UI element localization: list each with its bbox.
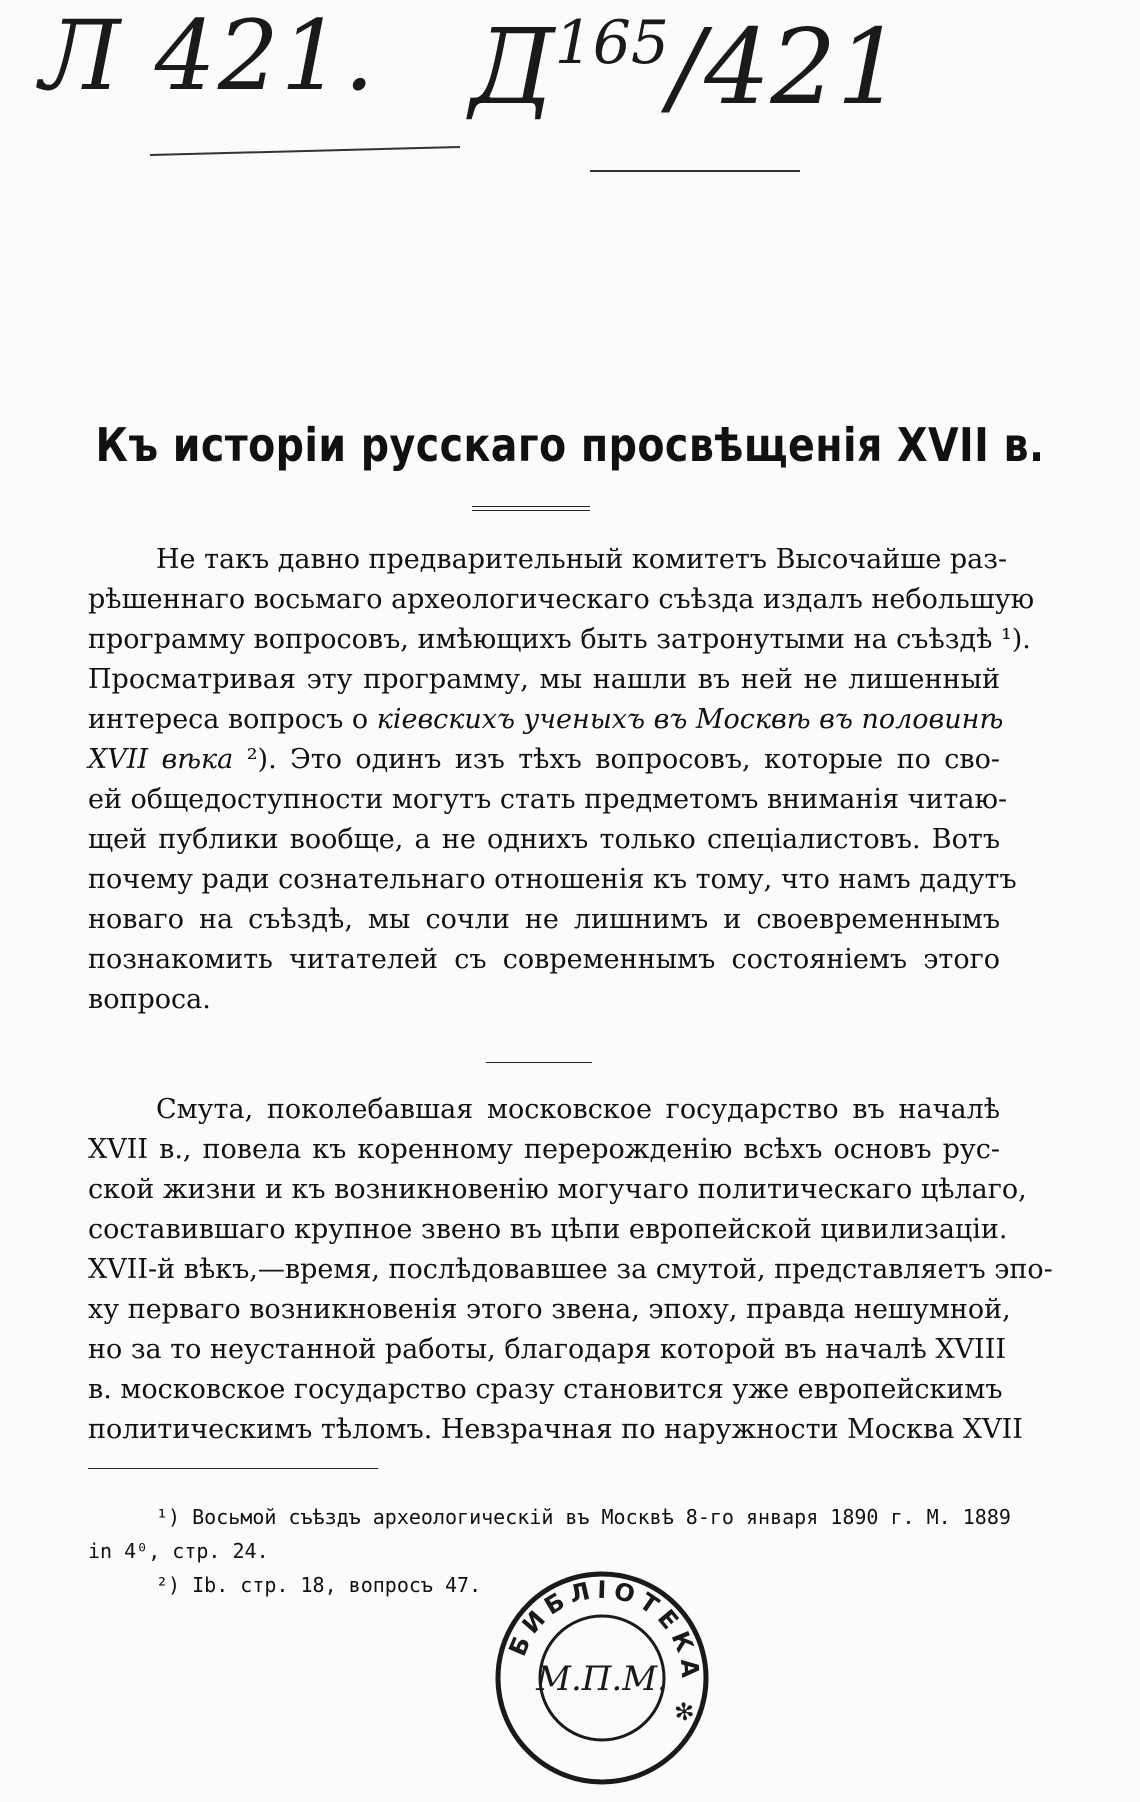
text-line: в. московское государство сразу становится уже европейскимъ [88, 1374, 1003, 1405]
footnote-1-continued: in 4⁰, стр. 24. [88, 1539, 269, 1563]
text-line: почему ради сознательнаго отношенія къ тому, что намъ дадутъ [88, 864, 1017, 895]
text-line: рѣшеннаго восьмаго археологическаго съѣзда издалъ небольшую [88, 584, 1035, 615]
text-line: программу вопросовъ, имѣющихъ быть затронутыми на съѣздѣ ¹). [88, 624, 1031, 655]
footnote-rule [88, 1468, 378, 1469]
shelfmark-underline-b [590, 170, 800, 172]
shelfmark-underline-a [150, 146, 460, 156]
stamp-center-text: М.П.М. [536, 1659, 668, 1699]
stamp-ring-text: БИБЛІОТЕКА ✻ [503, 1575, 705, 1732]
text-line: ской жизни и къ возникновенію могучаго политическаго цѣлаго, [88, 1174, 1027, 1205]
text-line: щей публики вообще, а не однихъ только спеціалистовъ. Вотъ [88, 824, 1000, 855]
text-line: Не такъ давно предварительный комитетъ Высочайше раз- [156, 544, 1008, 575]
section-divider [486, 1062, 592, 1063]
paragraph-2 [88, 1090, 1053, 1450]
shelfmark-number-b: $Д^{165}/421$ [470, 6, 903, 128]
text-line: XVII в., повела къ коренному перерожденію всѣхъ основъ рус- [88, 1134, 1000, 1165]
text-line: составившаго крупное звено въ цѣпи европейской цивилизаціи. [88, 1214, 1008, 1245]
footnote-2: ²) Ib. стр. 18, вопросъ 47. [156, 1573, 482, 1597]
text-line: Просматривая эту программу, мы нашли въ ней не лишенный [88, 664, 1000, 695]
footnote-1: ¹) Восьмой съѣздъ археологическій въ Москвѣ 8-го января 1890 г. М. 1889 [156, 1505, 1011, 1529]
text-line-italic-mixed: XVII вѣка ²). Это одинъ изъ тѣхъ вопросовъ, которые по сво- [88, 744, 1000, 775]
shelfmark-number-a: Л 421. [40, 0, 377, 112]
article-title: Къ исторіи русскаго просвѣщенія XVII в. [95, 418, 1045, 472]
text-line: XVII-й вѣкъ,—время, послѣдовавшее за смутой, представляетъ эпо- [88, 1254, 1053, 1285]
text-line: Смута, поколебавшая московское государство въ началѣ [156, 1094, 1000, 1125]
text-line-italic-mixed: интереса вопросъ о кіевскихъ ученыхъ въ Москвѣ въ половинѣ [88, 704, 1004, 735]
text-line: вопроса. [88, 984, 211, 1015]
text-line: но за то неустанной работы, благодаря которой въ началѣ XVIII [88, 1334, 1007, 1365]
text-line: познакомить читателей съ современнымъ состояніемъ этого [88, 944, 1000, 975]
library-stamp [492, 1568, 712, 1788]
paragraph-1 [88, 540, 1035, 1020]
text-line: ей общедоступности могутъ стать предметомъ вниманія читаю- [88, 784, 1008, 815]
title-divider [472, 506, 590, 507]
text-line: новаго на съѣздѣ, мы сочли не лишнимъ и своевременнымъ [88, 904, 1000, 935]
handwritten-shelfmark [30, 0, 903, 185]
text-line: политическимъ тѣломъ. Невзрачная по наружности Москва XVII [88, 1414, 1023, 1445]
text-line: ху перваго возникновенія этого звена, эпоху, правда нешумной, [88, 1294, 1011, 1325]
